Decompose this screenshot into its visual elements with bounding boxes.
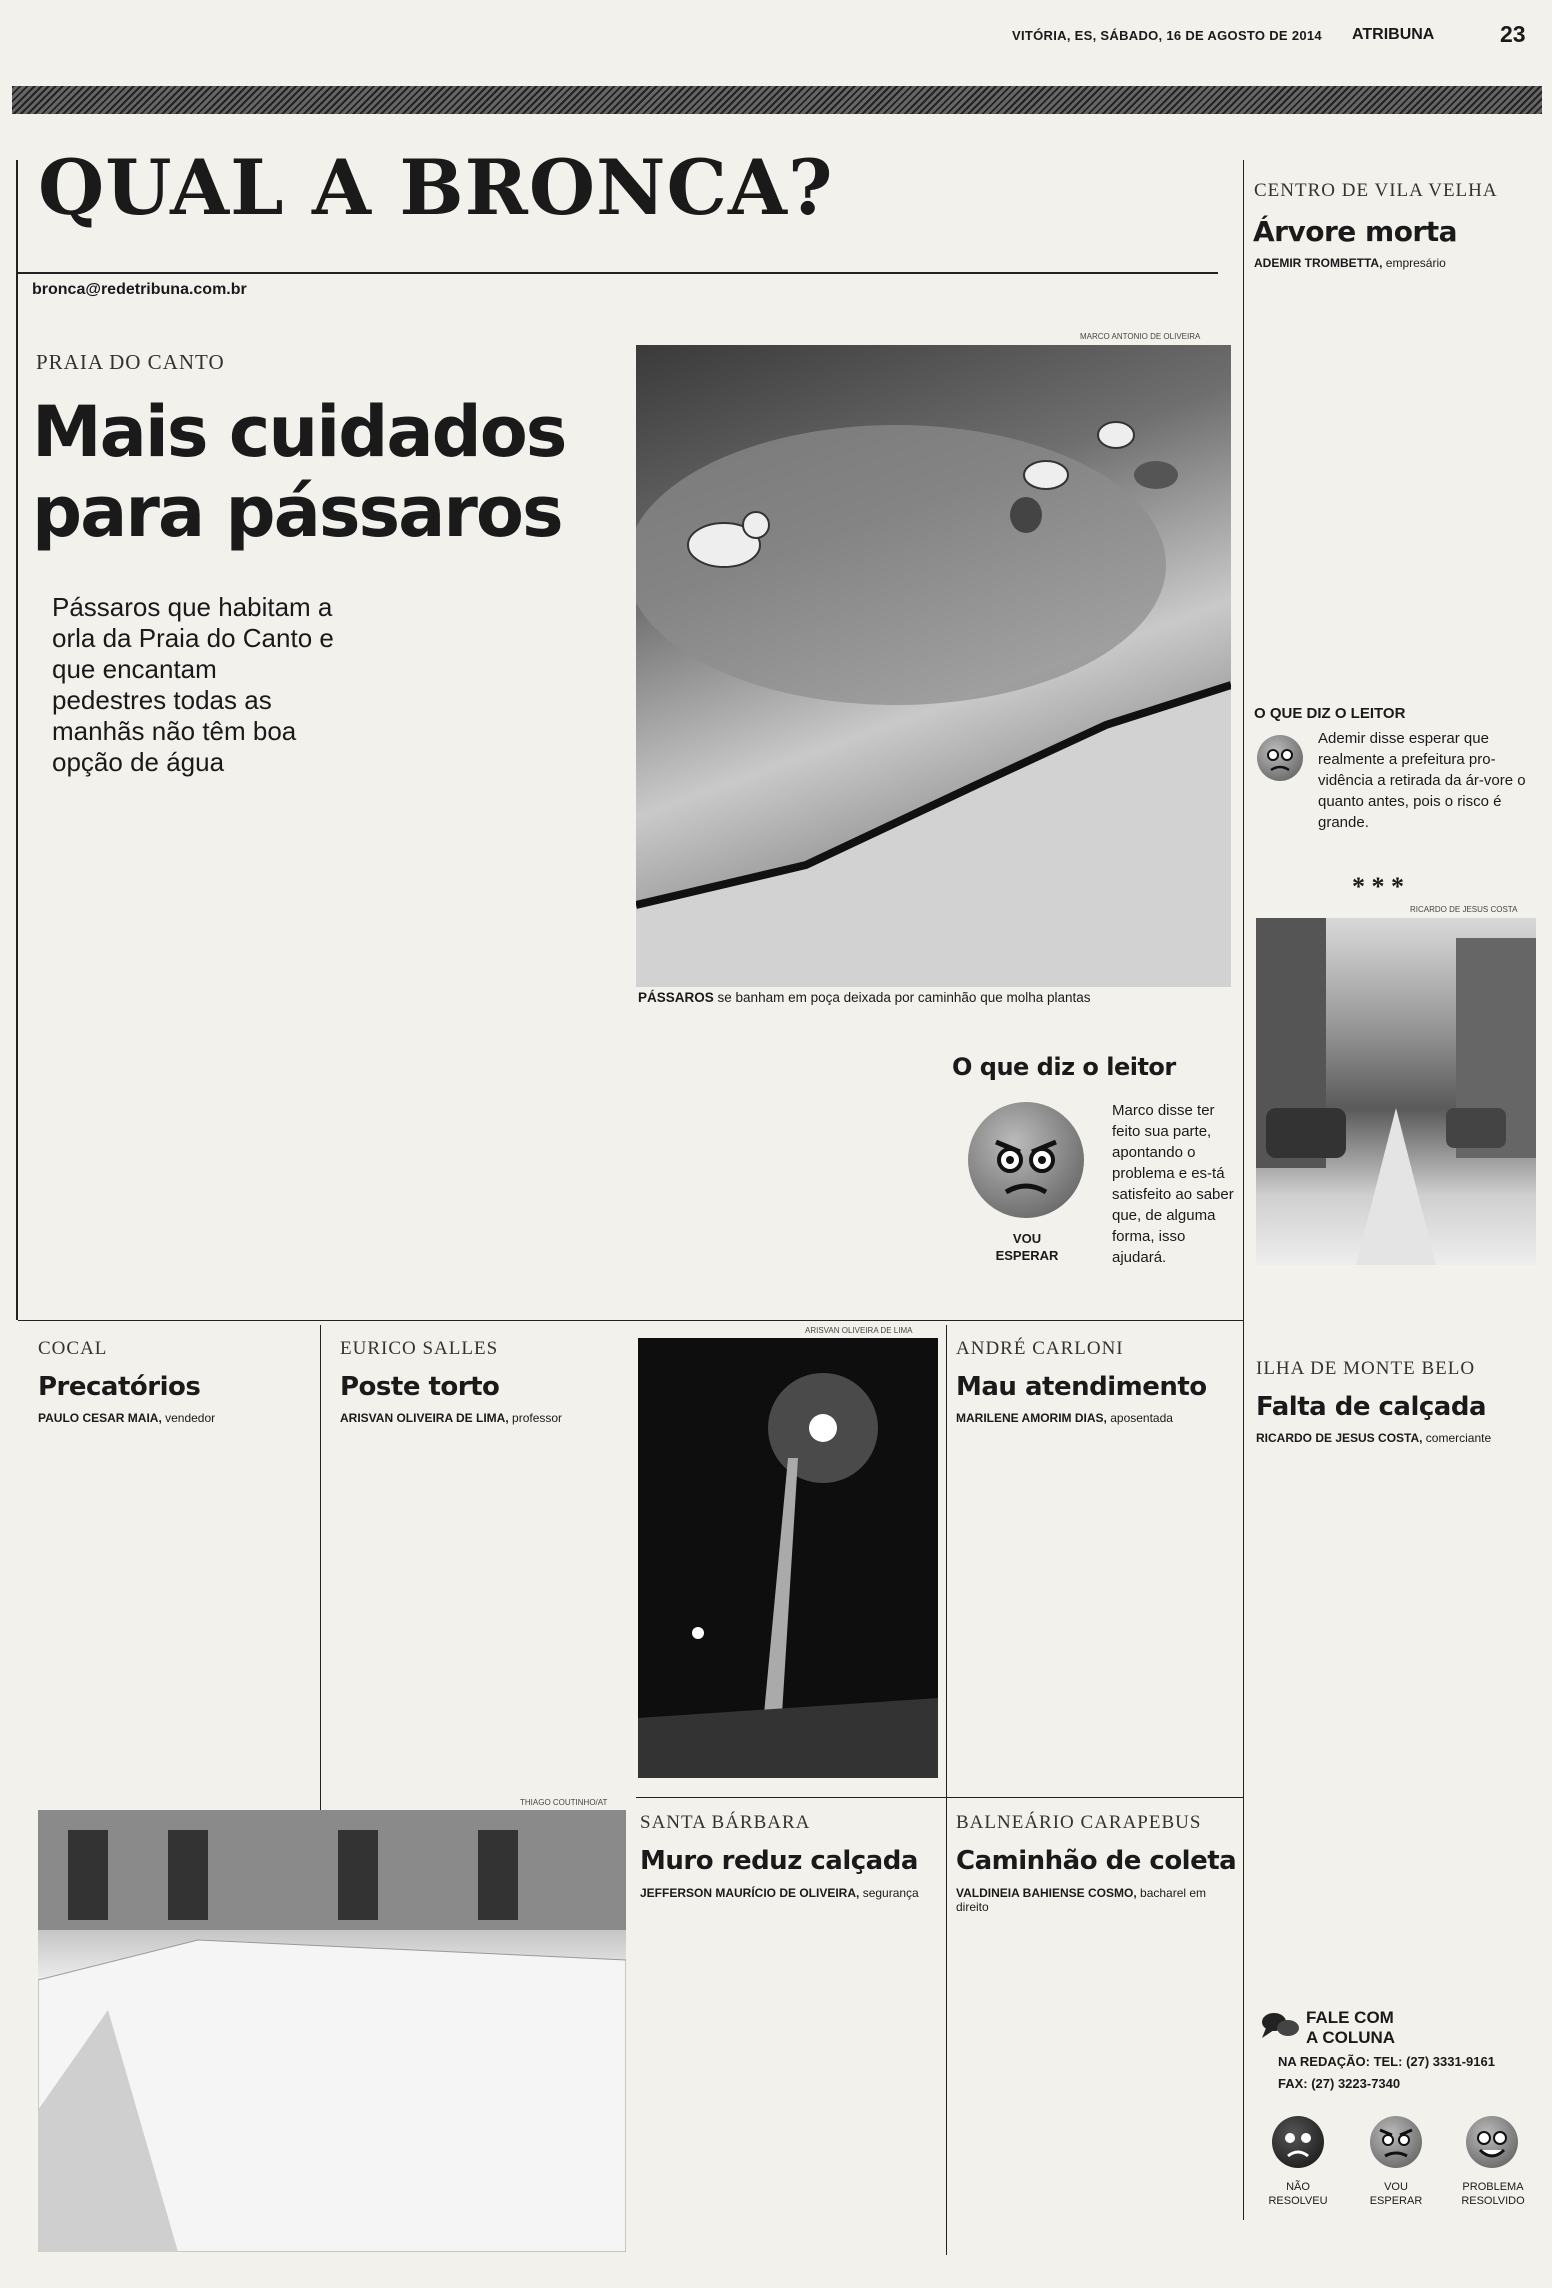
cocal-kicker: COCAL	[38, 1338, 108, 1359]
santa-kicker: SANTA BÁRBARA	[640, 1812, 811, 1833]
ilha-kicker: ILHA DE MONTE BELO	[1256, 1358, 1476, 1379]
contact-fax[interactable]: FAX: (27) 3223-7340	[1278, 2076, 1401, 2091]
bottom-row-rule	[636, 1797, 1243, 1798]
ilha-byline	[1256, 1431, 1491, 1445]
main-leitor-face-label: VOU ESPERAR	[995, 1231, 1059, 1263]
legend-nao-resolveu: NÃO RESOLVEU	[1268, 2181, 1328, 2207]
main-headline-line2: para pássaros	[32, 471, 562, 553]
main-kicker: PRAIA DO CANTO	[36, 350, 225, 374]
eurico-photo-credit: ARISVAN OLIVEIRA DE LIMA	[805, 1326, 913, 1335]
cocal-byline	[38, 1411, 215, 1425]
santa-photo-credit: THIAGO COUTINHO/AT	[520, 1798, 608, 1807]
andre-byline-name: MARILENE AMORIM DIAS,	[956, 1411, 1107, 1425]
header-band	[12, 86, 1542, 114]
balneario-byline-name: VALDINEIA BAHIENSE COSMO,	[956, 1886, 1137, 1900]
cocal-headline: Precatórios	[38, 1372, 201, 1402]
problema-resolvido-icon	[1466, 2116, 1518, 2168]
muro-photo	[38, 1810, 626, 2252]
santa-byline-name: JEFFERSON MAURÍCIO DE OLIVEIRA,	[640, 1886, 860, 1900]
balneario-kicker: BALNEÁRIO CARAPEBUS	[956, 1812, 1202, 1833]
legend-vou-esperar: VOU ESPERAR	[1369, 2181, 1423, 2207]
section-title: QUAL A BRONCA?	[38, 143, 834, 232]
cocal-byline-role: vendedor	[161, 1411, 216, 1425]
andre-kicker: ANDRÉ CARLONI	[956, 1338, 1124, 1359]
contact-title-line1: FALE COM	[1306, 2008, 1394, 2027]
poste-photo	[638, 1338, 938, 1778]
cocal-byline-name: PAULO CESAR MAIA,	[38, 1411, 162, 1425]
ilha-headline: Falta de calçada	[1256, 1392, 1486, 1422]
andre-byline	[956, 1411, 1173, 1425]
andre-byline-role: aposentada	[1106, 1411, 1173, 1425]
birds-illustration	[636, 345, 1231, 987]
balneario-byline-role: bacharel em direito	[956, 1886, 1207, 1914]
main-photo-caption	[638, 990, 1238, 1005]
eurico-byline-name: ARISVAN OLIVEIRA DE LIMA,	[340, 1411, 509, 1425]
ilha-byline-role: comerciante	[1422, 1431, 1492, 1445]
vou-esperar-icon	[1370, 2116, 1422, 2168]
section-email[interactable]: bronca@redetribuna.com.br	[32, 281, 247, 298]
caption-text: se banham em poça deixada por caminhão que molha plantas	[713, 990, 1091, 1005]
main-leitor-title: O que diz o leitor	[952, 1053, 1176, 1081]
arvore-leitor-title: O QUE DIZ O LEITOR	[1254, 705, 1406, 722]
main-headline-line1: Mais cuidados	[32, 391, 566, 473]
vrule-2	[946, 1325, 947, 2255]
ilha-photo	[1256, 918, 1536, 1265]
main-headline	[32, 392, 565, 552]
arvore-headline: Árvore morta	[1253, 215, 1458, 248]
eurico-byline-role: professor	[508, 1411, 563, 1425]
angry-face-icon	[968, 1102, 1084, 1218]
arvore-byline	[1254, 256, 1446, 270]
santa-byline	[640, 1886, 930, 1900]
main-photo-credit: MARCO ANTONIO DE OLIVEIRA	[1080, 332, 1201, 341]
left-margin-rule	[16, 160, 18, 1320]
vrule-1	[320, 1325, 321, 1825]
title-rule	[18, 272, 1218, 274]
ilha-photo-credit: RICARDO DE JESUS COSTA	[1410, 905, 1518, 914]
separator-stars: * * *	[1352, 872, 1404, 901]
eurico-headline: Poste torto	[340, 1372, 500, 1402]
arvore-kicker: CENTRO DE VILA VELHA	[1254, 180, 1498, 201]
dateline: VITÓRIA, ES, SÁBADO, 16 DE AGOSTO DE 2014	[1012, 28, 1322, 43]
main-photo	[636, 345, 1231, 987]
speech-bubble-icon	[1260, 2010, 1300, 2042]
balneario-headline: Caminhão de coleta	[956, 1846, 1237, 1876]
contact-phone[interactable]: NA REDAÇÃO: TEL: (27) 3331-9161	[1278, 2054, 1495, 2069]
main-deck: Pássaros que habitam a orla da Praia do Canto e que encantam pedestres todas as manhãs não têm boa opção de água	[52, 592, 334, 777]
eurico-byline	[340, 1411, 562, 1425]
ilha-byline-name: RICARDO DE JESUS COSTA,	[1256, 1431, 1423, 1445]
middle-row-rule	[18, 1320, 1243, 1321]
balneario-byline	[956, 1886, 1236, 1914]
eurico-kicker: EURICO SALLES	[340, 1338, 499, 1359]
arvore-byline-role: empresário	[1382, 256, 1446, 270]
santa-headline: Muro reduz calçada	[640, 1846, 918, 1876]
nao-resolveu-icon	[1272, 2116, 1324, 2168]
page-number: 23	[1500, 21, 1526, 47]
contact-title-line2: A COLUNA	[1306, 2028, 1396, 2047]
arvore-byline-name: ADEMIR TROMBETTA,	[1254, 256, 1383, 270]
worried-face-icon	[1257, 735, 1303, 781]
right-column-rule	[1243, 160, 1244, 2220]
santa-byline-role: segurança	[859, 1886, 919, 1900]
caption-lead: PÁSSAROS	[638, 990, 714, 1005]
andre-headline: Mau atendimento	[956, 1372, 1207, 1402]
paper-name: ATRIBUNA	[1352, 26, 1435, 43]
arvore-leitor-text: Ademir disse esperar que realmente a prefeitura pro-vidência a retirada da ár-vore o quanto antes, pois o risco é grande.	[1318, 730, 1526, 831]
legend-problema-resolvido: PROBLEMA RESOLVIDO	[1461, 2181, 1525, 2207]
contact-title	[1306, 2008, 1395, 2048]
main-leitor-text: Marco disse ter feito sua parte, apontando o problema e es-tá satisfeito ao saber que, de alguma forma, isso ajudará.	[1112, 1102, 1234, 1266]
